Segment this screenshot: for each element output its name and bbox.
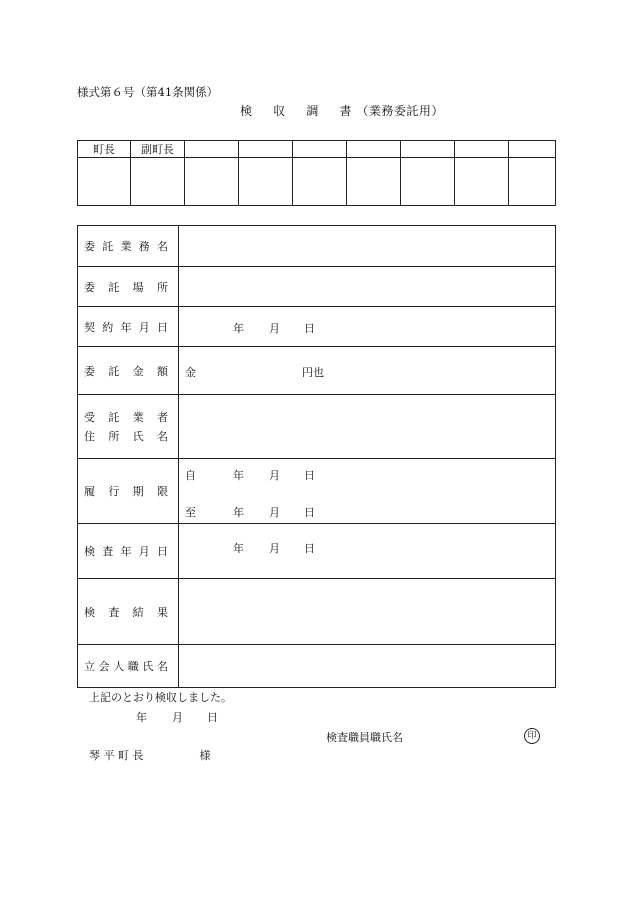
row-period	[78, 459, 556, 524]
row-witness	[78, 645, 556, 688]
label-char: 履	[84, 485, 95, 498]
addressee	[89, 750, 211, 761]
label-char: 年	[120, 320, 132, 334]
label-task-name	[78, 226, 179, 267]
label-char: 月	[138, 320, 150, 334]
title-char: 検	[240, 104, 253, 118]
label-char: 場	[132, 280, 144, 294]
label-char: 査	[102, 545, 114, 558]
label-char: 託	[108, 411, 120, 424]
row-inspection-date	[78, 524, 556, 579]
month-unit: 月	[269, 321, 280, 335]
year-unit: 年	[233, 506, 244, 519]
form-number: 様式第６号（第41条関係）	[77, 85, 219, 99]
value-amount[interactable]	[179, 347, 556, 395]
day-unit: 日	[304, 542, 315, 555]
label-char: 職	[127, 660, 139, 673]
inspector-name-label: 検査職員職氏名	[326, 731, 403, 744]
value-inspection-date[interactable]	[179, 524, 556, 579]
label-char: 受	[84, 411, 95, 424]
label-char: 結	[132, 605, 144, 619]
label-char: 託	[108, 280, 120, 294]
approval-label	[239, 141, 293, 158]
year-unit: 年	[233, 469, 244, 482]
label-contractor	[78, 395, 179, 459]
label-char: 名	[156, 430, 168, 443]
honorific: 様	[199, 749, 211, 762]
stamp-cell[interactable]	[401, 158, 455, 206]
approval-label	[185, 141, 239, 158]
month-unit: 月	[172, 711, 183, 724]
row-contractor	[78, 395, 556, 459]
title-char: 調	[306, 104, 319, 118]
period-to: 至	[185, 506, 196, 519]
label-char: 名	[156, 660, 168, 673]
label-amount	[78, 347, 179, 395]
period-from: 自	[185, 469, 196, 482]
document-title	[240, 105, 444, 117]
month-unit: 月	[269, 542, 280, 555]
stamp-cell[interactable]	[293, 158, 347, 206]
day-unit: 日	[304, 506, 315, 519]
label-char: 委	[84, 240, 95, 253]
addressee-title: 琴 平 町 長	[89, 749, 144, 762]
label-char: 立	[84, 660, 95, 673]
label-char: 業	[132, 411, 144, 424]
label-char: 氏	[132, 430, 144, 443]
row-task-name	[78, 226, 556, 267]
stamp-cell[interactable]	[239, 158, 293, 206]
label-period	[78, 459, 179, 524]
month-unit: 月	[269, 506, 280, 519]
seal-mark: 印	[524, 728, 540, 744]
amount-suffix: 円也	[302, 365, 324, 379]
row-contract-date	[78, 307, 556, 347]
stamp-cell[interactable]	[131, 158, 185, 206]
label-char: 名	[157, 240, 168, 253]
label-char: 所	[156, 280, 168, 294]
label-char: 託	[102, 240, 114, 253]
label-char: 業	[120, 240, 132, 253]
label-char: 日	[157, 545, 168, 558]
label-char: 額	[156, 364, 168, 378]
label-char: 日	[157, 320, 168, 334]
approval-label	[293, 141, 347, 158]
label-char: 人	[113, 660, 125, 673]
label-witness	[78, 645, 179, 688]
title-suffix: （業務委託用）	[356, 104, 444, 118]
label-char: 検	[84, 545, 95, 558]
amount-prefix: 金	[185, 365, 196, 379]
value-contract-date[interactable]	[179, 307, 556, 347]
value-inspection-result[interactable]	[179, 579, 556, 645]
approval-label	[347, 141, 401, 158]
stamp-cell[interactable]	[455, 158, 509, 206]
label-char: 委	[84, 364, 95, 378]
value-task-name[interactable]	[179, 226, 556, 267]
month-unit: 月	[269, 469, 280, 482]
label-char: 約	[102, 320, 114, 334]
label-location	[78, 267, 179, 307]
title-char: 書	[339, 104, 353, 118]
row-amount	[78, 347, 556, 395]
label-char: 検	[84, 605, 95, 619]
approval-label-mayor: 町長	[78, 141, 131, 158]
label-char: 会	[98, 660, 110, 673]
stamp-cell[interactable]	[509, 158, 556, 206]
year-unit: 年	[136, 711, 147, 724]
label-char: 月	[138, 545, 150, 558]
day-unit: 日	[304, 321, 315, 335]
row-inspection-result	[78, 579, 556, 645]
label-char: 所	[108, 430, 120, 443]
confirmation-note: 上記のとおり検収しました。	[89, 691, 232, 704]
label-char: 果	[156, 605, 168, 619]
row-location	[78, 267, 556, 307]
inspection-form-table	[77, 225, 556, 688]
label-contract-date	[78, 307, 179, 347]
label-char: 氏	[142, 660, 154, 673]
label-char: 契	[84, 320, 95, 334]
label-char: 委	[84, 280, 95, 294]
approval-label	[509, 141, 556, 158]
day-unit: 日	[207, 711, 218, 724]
label-char: 金	[132, 364, 144, 378]
label-char: 住	[84, 430, 95, 443]
value-period[interactable]	[179, 459, 556, 524]
approval-stamp-table	[77, 140, 556, 206]
year-unit: 年	[233, 321, 244, 335]
label-inspection-result	[78, 579, 179, 645]
approval-label-deputy-mayor: 副町長	[131, 141, 185, 158]
label-char: 者	[156, 411, 168, 424]
stamp-cell[interactable]	[347, 158, 401, 206]
title-char: 収	[273, 104, 286, 118]
label-char: 務	[138, 240, 150, 253]
label-char: 期	[132, 485, 144, 498]
value-contractor[interactable]	[179, 395, 556, 459]
approval-label	[455, 141, 509, 158]
approval-label	[401, 141, 455, 158]
stamp-cell[interactable]	[185, 158, 239, 206]
label-char: 行	[108, 485, 120, 498]
label-char: 限	[156, 485, 168, 498]
year-unit: 年	[233, 542, 244, 555]
stamp-cell[interactable]	[78, 158, 131, 206]
label-inspection-date	[78, 524, 179, 579]
label-char: 年	[120, 545, 132, 558]
day-unit: 日	[304, 469, 315, 482]
value-location[interactable]	[179, 267, 556, 307]
label-char: 託	[108, 364, 120, 378]
value-witness[interactable]	[179, 645, 556, 688]
label-char: 査	[108, 605, 120, 619]
